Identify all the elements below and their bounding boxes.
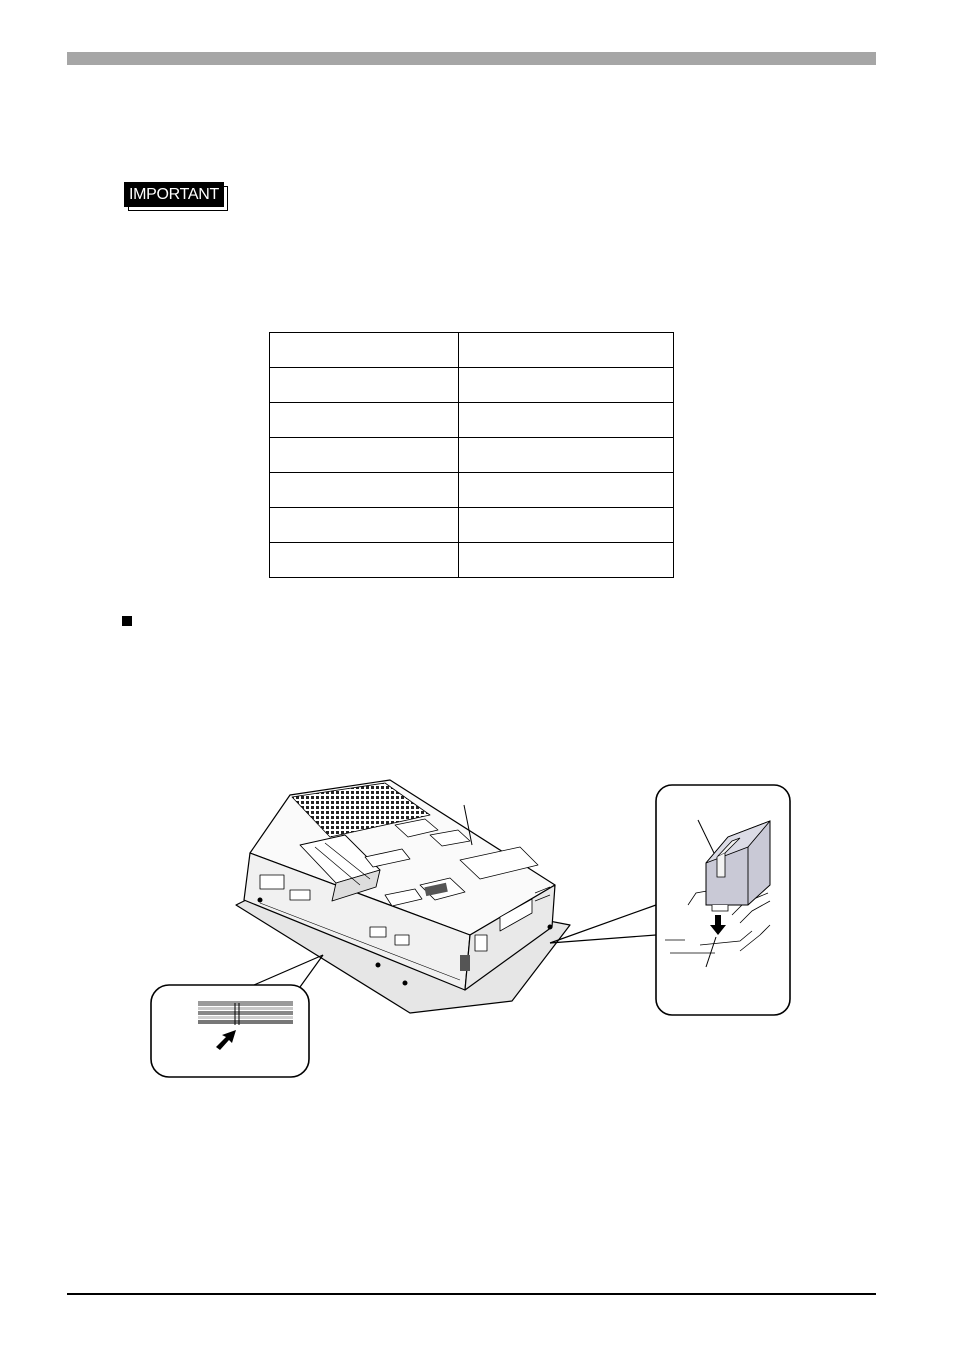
table-cell (270, 403, 459, 438)
footer-rule (67, 1293, 876, 1295)
table-cell (270, 543, 459, 578)
spec-table (269, 332, 674, 578)
section-bullet-icon (122, 616, 132, 626)
table-row (270, 473, 674, 508)
table-cell (270, 368, 459, 403)
installation-figure (140, 775, 800, 1085)
table-cell (270, 473, 459, 508)
table-cell (459, 438, 674, 473)
table-row (270, 508, 674, 543)
table-row (270, 368, 674, 403)
table-row (270, 333, 674, 368)
table-row (270, 543, 674, 578)
table-cell (270, 438, 459, 473)
gasket-detail-callout (151, 955, 323, 1077)
table-row (270, 438, 674, 473)
table-cell (459, 368, 674, 403)
table-row (270, 403, 674, 438)
table-cell (459, 403, 674, 438)
groove-detail-callout (550, 785, 790, 1015)
important-badge-label: IMPORTANT (124, 182, 224, 207)
table-cell (270, 508, 459, 543)
table-cell (459, 508, 674, 543)
header-bar (67, 52, 876, 65)
table-cell (270, 333, 459, 368)
table-cell (459, 473, 674, 508)
important-badge (124, 182, 224, 207)
table-cell (459, 333, 674, 368)
display-unit-rear-drawing (236, 780, 570, 1013)
table-cell (459, 543, 674, 578)
